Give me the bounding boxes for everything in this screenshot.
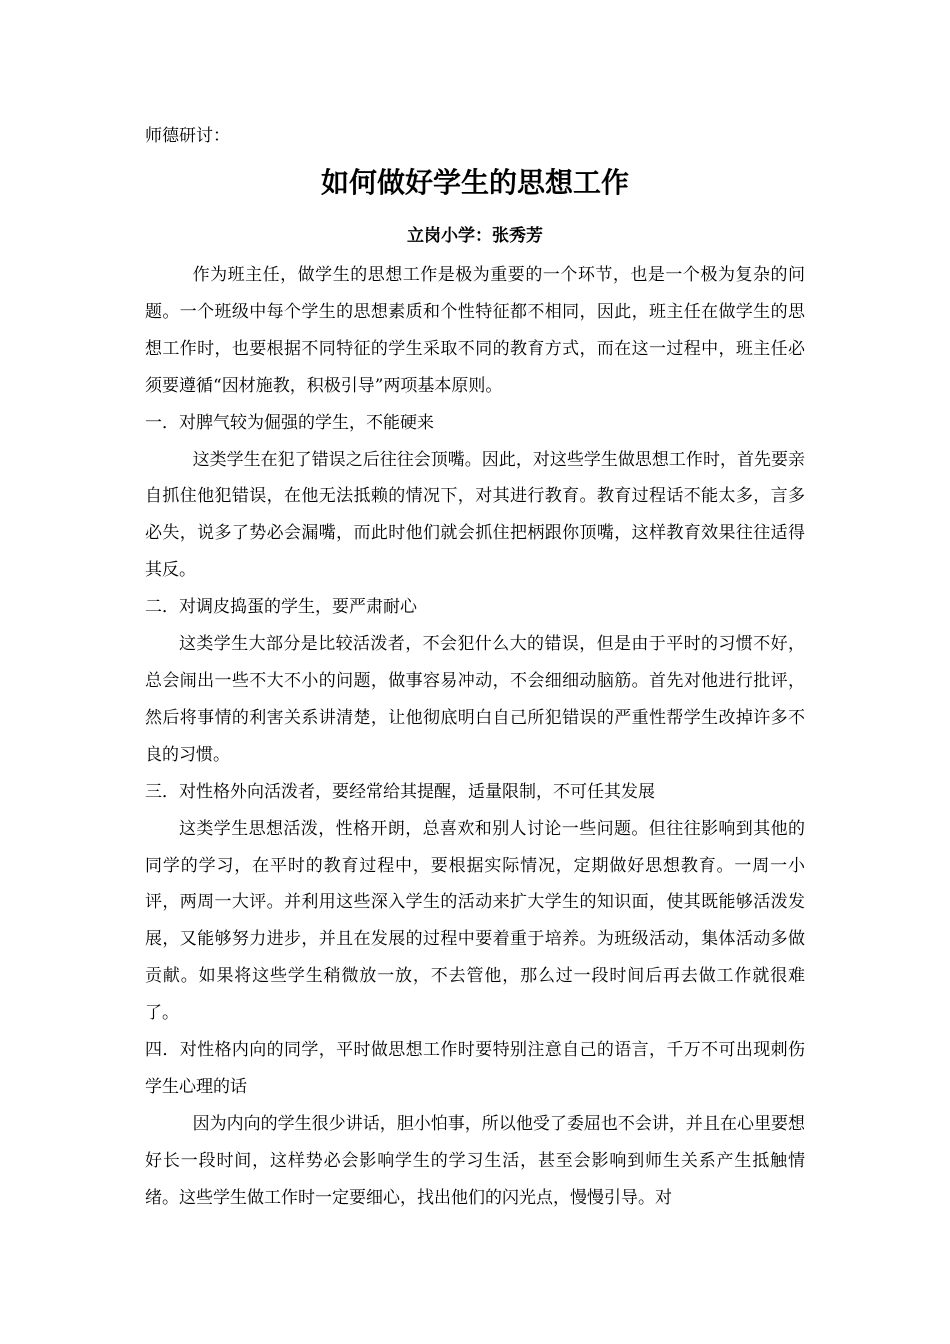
document-author: 立岗小学：张秀芳 bbox=[407, 226, 543, 246]
paragraph: 这类学生思想活泼，性格开朗，总喜欢和别人讨论一些问题。但往往影响到其他的同学的学习，在平时的教育过程中，要根据实际情况，定期做好思想教育。一周一小评，两周一大评。并利用这些深入学生的活动来扩大学生的知识面，使其既能够活泼发展，又能够努力进步，并且在发展的过程中要着重于培养。为班级活动，集体活动多做贡献。如果将这些学生稍微放一放，不去管他，那么过一段时间后再去做工作就很难了。 bbox=[145, 818, 805, 1024]
section-heading: 二．对调皮捣蛋的学生，要严肃耐心 bbox=[145, 597, 417, 618]
paragraph: 作为班主任，做学生的思想工作是极为重要的一个环节，也是一个极为复杂的问题。一个班级中每个学生的思想素质和个性特征都不相同，因此，班主任在做学生的思想工作时，也要根据不同特征的学生采取不同的教育方式，而在这一过程中，班主任必须要遵循“因材施教，积极引导”两项基本原则。 bbox=[145, 265, 805, 396]
section-heading: 一．对脾气较为倔强的学生，不能硬来 bbox=[145, 412, 434, 433]
document-body bbox=[145, 257, 805, 1217]
paragraph: 这类学生大部分是比较活泼者，不会犯什么大的错误，但是由于平时的习惯不好，总会闹出一些不大不小的问题，做事容易冲动，不会细细动脑筋。首先对他进行批评，然后将事情的利害关系讲清楚，让他彻底明白自己所犯错误的严重性帮学生改掉许多不良的习惯。 bbox=[145, 634, 805, 765]
document-title: 如何做好学生的思想工作 bbox=[320, 166, 629, 199]
paragraph: 这类学生在犯了错误之后往往会顶嘴。因此，对这些学生做思想工作时，首先要亲自抓住他犯错误，在他无法抵赖的情况下，对其进行教育。教育过程话不能太多，言多必失，说多了势必会漏嘴，而此时他们就会抓住把柄跟你顶嘴，这样教育效果往往适得其反。 bbox=[145, 449, 805, 581]
section-heading: 三．对性格外向活泼者，要经常给其提醒，适量限制，不可任其发展 bbox=[145, 781, 655, 802]
paragraph: 因为内向的学生很少讲话，胆小怕事，所以他受了委屈也不会讲，并且在心里要想好长一段时间，这样势必会影响学生的学习生活，甚至会影响到师生关系产生抵触情绪。这些学生做工作时一定要细心，找出他们的闪光点，慢慢引导。对 bbox=[145, 1113, 805, 1208]
section-heading: 四．对性格内向的同学，平时做思想工作时要特别注意自己的语言，千万不可出现刺伤学生心理的话 bbox=[145, 1040, 805, 1097]
document-label: 师德研讨： bbox=[145, 126, 230, 146]
